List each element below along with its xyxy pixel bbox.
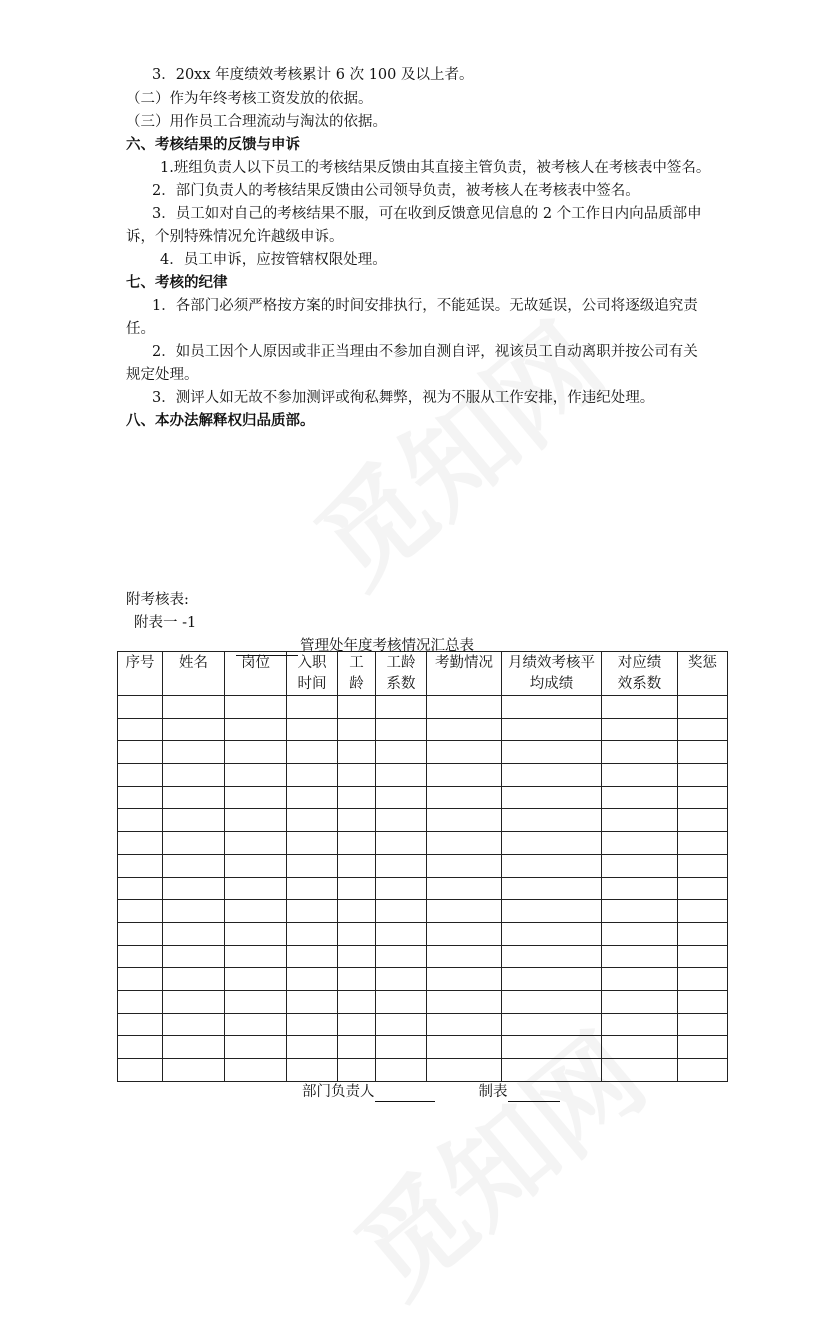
table-cell[interactable] <box>338 832 376 855</box>
column-header <box>338 652 376 696</box>
table-cell[interactable] <box>427 945 502 968</box>
table-cell[interactable] <box>602 696 678 719</box>
table-cell[interactable] <box>502 718 602 741</box>
column-header-text: 月绩效考核平 <box>508 655 595 671</box>
table-cell[interactable] <box>678 990 728 1013</box>
table-cell[interactable] <box>225 877 287 900</box>
table-cell[interactable] <box>678 741 728 764</box>
table-cell[interactable] <box>287 945 338 968</box>
table-cell[interactable] <box>427 718 502 741</box>
table-cell[interactable] <box>427 877 502 900</box>
table-cell[interactable] <box>338 1059 376 1082</box>
table-cell[interactable] <box>338 968 376 991</box>
column-header-text: 时间 <box>297 676 327 692</box>
table-cell[interactable] <box>118 922 163 945</box>
table-cell[interactable] <box>602 741 678 764</box>
table-cell[interactable] <box>163 900 225 923</box>
table-cell[interactable] <box>602 968 678 991</box>
table-row <box>118 832 728 855</box>
table-cell[interactable] <box>376 764 427 787</box>
table-cell[interactable] <box>118 877 163 900</box>
table-row <box>118 922 728 945</box>
table-cell[interactable] <box>376 854 427 877</box>
table-cell[interactable] <box>602 945 678 968</box>
dept-head-label: 部门负责人 <box>302 1084 375 1100</box>
table-cell[interactable] <box>225 968 287 991</box>
text-line: 2．部门负责人的考核结果反馈由公司领导负责，被考核人在考核表中签名。 <box>152 183 640 199</box>
column-header <box>678 652 728 696</box>
table-cell[interactable] <box>287 877 338 900</box>
table-cell[interactable] <box>427 1036 502 1059</box>
section-heading: 六、考核结果的反馈与申诉 <box>126 137 300 153</box>
table-cell[interactable] <box>118 900 163 923</box>
table-cell[interactable] <box>338 1013 376 1036</box>
table-cell[interactable] <box>427 741 502 764</box>
table-cell[interactable] <box>678 696 728 719</box>
text-line: 诉，个别特殊情况允许越级申诉。 <box>126 229 344 245</box>
table-cell[interactable] <box>376 945 427 968</box>
column-header-text: 序号 <box>125 655 155 671</box>
table-cell[interactable] <box>678 832 728 855</box>
table-cell[interactable] <box>376 809 427 832</box>
text-line: 规定处理。 <box>126 367 199 383</box>
table-cell[interactable] <box>163 854 225 877</box>
text-line: 2．如员工因个人原因或非正当理由不参加自测自评，视该员工自动离职并按公司有关 <box>152 344 698 360</box>
table-cell[interactable] <box>427 809 502 832</box>
table-cell[interactable] <box>225 696 287 719</box>
table-cell[interactable] <box>163 786 225 809</box>
table-row <box>118 968 728 991</box>
table-cell[interactable] <box>678 1059 728 1082</box>
text-line: （二）作为年终考核工资发放的依据。 <box>126 91 373 107</box>
table-cell[interactable] <box>118 741 163 764</box>
table-row <box>118 1013 728 1036</box>
table-cell[interactable] <box>602 1036 678 1059</box>
table-cell[interactable] <box>678 764 728 787</box>
appendix-sub-label: 附表一 -1 <box>134 615 197 631</box>
watermark <box>278 282 632 615</box>
table-cell[interactable] <box>118 696 163 719</box>
text-line: 1．各部门必须严格按方案的时间安排执行，不能延误。无故延误，公司将逐级追究责 <box>152 298 698 314</box>
table-cell[interactable] <box>376 832 427 855</box>
table-cell[interactable] <box>678 854 728 877</box>
table-cell[interactable] <box>427 1013 502 1036</box>
table-cell[interactable] <box>225 832 287 855</box>
table-cell[interactable] <box>225 922 287 945</box>
table-cell[interactable] <box>287 718 338 741</box>
table-cell[interactable] <box>338 1036 376 1059</box>
text-line: 4．员工申诉，应按管辖权限处理。 <box>160 252 387 268</box>
column-header <box>376 652 427 696</box>
column-header-text: 均成绩 <box>529 676 574 692</box>
table-cell[interactable] <box>678 968 728 991</box>
table-cell[interactable] <box>225 718 287 741</box>
table-cell[interactable] <box>163 1013 225 1036</box>
column-header <box>502 652 602 696</box>
table-cell[interactable] <box>376 696 427 719</box>
table-cell[interactable] <box>287 922 338 945</box>
table-row <box>118 718 728 741</box>
table-row <box>118 741 728 764</box>
table-cell[interactable] <box>163 1036 225 1059</box>
table-cell[interactable] <box>225 990 287 1013</box>
table-cell[interactable] <box>502 877 602 900</box>
table-row <box>118 877 728 900</box>
text-line: 1.班组负责人以下员工的考核结果反馈由其直接主管负责，被考核人在考核表中签名。 <box>160 160 711 176</box>
table-cell[interactable] <box>678 718 728 741</box>
table-cell[interactable] <box>678 1013 728 1036</box>
column-header-text: 入职 <box>297 655 327 671</box>
table-cell[interactable] <box>602 922 678 945</box>
table-cell[interactable] <box>502 1013 602 1036</box>
prepared-by-signature-line[interactable] <box>508 1087 560 1102</box>
table-cell[interactable] <box>502 990 602 1013</box>
table-cell[interactable] <box>287 741 338 764</box>
table-cell[interactable] <box>118 945 163 968</box>
table-cell[interactable] <box>163 718 225 741</box>
table-cell[interactable] <box>376 786 427 809</box>
table-cell[interactable] <box>287 1036 338 1059</box>
column-header <box>602 652 678 696</box>
table-cell[interactable] <box>678 1036 728 1059</box>
table-cell[interactable] <box>427 696 502 719</box>
table-cell[interactable] <box>678 786 728 809</box>
prepared-by-label: 制表 <box>478 1084 508 1100</box>
text-line: 3．测评人如无故不参加测评或徇私舞弊，视为不服从工作安排，作违纪处理。 <box>152 390 655 406</box>
table-cell[interactable] <box>602 900 678 923</box>
table-row <box>118 809 728 832</box>
table-cell[interactable] <box>376 1013 427 1036</box>
table-cell[interactable] <box>376 718 427 741</box>
table-cell[interactable] <box>338 741 376 764</box>
table-cell[interactable] <box>163 922 225 945</box>
table-cell[interactable] <box>118 1013 163 1036</box>
table-cell[interactable] <box>287 968 338 991</box>
column-header-text: 对应绩 <box>617 655 662 671</box>
table-cell[interactable] <box>118 832 163 855</box>
table-row <box>118 1036 728 1059</box>
column-header <box>118 652 163 696</box>
table-cell[interactable] <box>163 968 225 991</box>
table-cell[interactable] <box>602 854 678 877</box>
table-cell[interactable] <box>427 764 502 787</box>
table-cell[interactable] <box>338 718 376 741</box>
table-cell[interactable] <box>287 832 338 855</box>
appendix-label: 附考核表: <box>126 592 189 608</box>
table-cell[interactable] <box>502 922 602 945</box>
column-header <box>163 652 225 696</box>
table-cell[interactable] <box>338 764 376 787</box>
table-cell[interactable] <box>225 900 287 923</box>
column-header-text: 效系数 <box>617 676 662 692</box>
column-header-text: 工 <box>349 655 364 671</box>
table-cell[interactable] <box>118 1059 163 1082</box>
column-header-text: 龄 <box>349 676 364 692</box>
table-cell[interactable] <box>287 786 338 809</box>
table-cell[interactable] <box>502 832 602 855</box>
table-cell[interactable] <box>502 1059 602 1082</box>
table-row <box>118 696 728 719</box>
table-cell[interactable] <box>376 990 427 1013</box>
table-cell[interactable] <box>678 900 728 923</box>
table-cell[interactable] <box>376 922 427 945</box>
section-heading: 八、本办法解释权归品质部。 <box>126 413 315 429</box>
table-cell[interactable] <box>602 809 678 832</box>
table-cell[interactable] <box>287 764 338 787</box>
table-title-text: 管理处年度考核情况汇总表 <box>300 638 474 654</box>
table-cell[interactable] <box>163 809 225 832</box>
table-row <box>118 764 728 787</box>
table-cell[interactable] <box>287 1013 338 1036</box>
column-header-text: 考勤情况 <box>435 655 493 671</box>
table-cell[interactable] <box>602 1059 678 1082</box>
table-cell[interactable] <box>338 900 376 923</box>
dept-head-signature-line[interactable] <box>375 1087 435 1102</box>
table-cell[interactable] <box>376 741 427 764</box>
table-cell[interactable] <box>502 809 602 832</box>
table-cell[interactable] <box>502 854 602 877</box>
table-cell[interactable] <box>376 968 427 991</box>
table-row <box>118 945 728 968</box>
table-cell[interactable] <box>678 877 728 900</box>
table-cell[interactable] <box>118 990 163 1013</box>
table-cell[interactable] <box>502 741 602 764</box>
column-header-text: 岗位 <box>241 655 270 671</box>
table-cell[interactable] <box>118 968 163 991</box>
table-cell[interactable] <box>602 990 678 1013</box>
table-cell[interactable] <box>678 945 728 968</box>
column-header-text: 姓名 <box>179 655 208 671</box>
table-cell[interactable] <box>427 786 502 809</box>
column-header <box>427 652 502 696</box>
table-cell[interactable] <box>338 877 376 900</box>
table-cell[interactable] <box>602 718 678 741</box>
column-header <box>287 652 338 696</box>
table-cell[interactable] <box>338 945 376 968</box>
table-cell[interactable] <box>163 832 225 855</box>
table-cell[interactable] <box>163 1059 225 1082</box>
table-cell[interactable] <box>427 1059 502 1082</box>
text-line: 任。 <box>126 321 155 337</box>
table-cell[interactable] <box>225 854 287 877</box>
table-cell[interactable] <box>502 968 602 991</box>
table-row <box>118 990 728 1013</box>
assessment-summary-table <box>117 651 728 1082</box>
table-row <box>118 1059 728 1082</box>
table-body <box>118 696 728 1082</box>
table-cell[interactable] <box>502 696 602 719</box>
table-footer <box>302 1082 560 1102</box>
table-cell[interactable] <box>376 877 427 900</box>
table-cell[interactable] <box>338 809 376 832</box>
table-cell[interactable] <box>678 809 728 832</box>
table-cell[interactable] <box>118 809 163 832</box>
table-cell[interactable] <box>427 900 502 923</box>
table-cell[interactable] <box>287 696 338 719</box>
table-cell[interactable] <box>225 1036 287 1059</box>
table-cell[interactable] <box>287 900 338 923</box>
table-cell[interactable] <box>427 854 502 877</box>
table-cell[interactable] <box>338 696 376 719</box>
table-cell[interactable] <box>163 990 225 1013</box>
table-header-row <box>118 652 728 696</box>
table-cell[interactable] <box>502 900 602 923</box>
table-cell[interactable] <box>225 945 287 968</box>
table-cell[interactable] <box>678 922 728 945</box>
table-cell[interactable] <box>502 764 602 787</box>
table-cell[interactable] <box>338 854 376 877</box>
table-cell[interactable] <box>225 764 287 787</box>
table-cell[interactable] <box>225 1059 287 1082</box>
table-row <box>118 786 728 809</box>
table-cell[interactable] <box>163 945 225 968</box>
table-cell[interactable] <box>118 854 163 877</box>
table-cell[interactable] <box>287 809 338 832</box>
table-row <box>118 900 728 923</box>
table-cell[interactable] <box>502 1036 602 1059</box>
table-cell[interactable] <box>502 945 602 968</box>
table-cell[interactable] <box>225 741 287 764</box>
table-cell[interactable] <box>427 968 502 991</box>
text-line: 3．员工如对自己的考核结果不服，可在收到反馈意见信息的 2 个工作日内向品质部申 <box>152 206 702 222</box>
table-cell[interactable] <box>376 1059 427 1082</box>
table-cell[interactable] <box>338 786 376 809</box>
section-heading: 七、考核的纪律 <box>126 275 228 291</box>
table-cell[interactable] <box>287 854 338 877</box>
table-cell[interactable] <box>602 1013 678 1036</box>
table-cell[interactable] <box>163 696 225 719</box>
table-row <box>118 854 728 877</box>
table-cell[interactable] <box>338 990 376 1013</box>
table-cell[interactable] <box>502 786 602 809</box>
table-cell[interactable] <box>163 764 225 787</box>
table-cell[interactable] <box>338 922 376 945</box>
column-header-text: 工龄 <box>386 655 416 671</box>
table-cell[interactable] <box>602 764 678 787</box>
text-line: 3．20xx 年度绩效考核累计 6 次 100 及以上者。 <box>152 67 474 83</box>
table-cell[interactable] <box>225 809 287 832</box>
table-cell[interactable] <box>376 1036 427 1059</box>
table-cell[interactable] <box>118 764 163 787</box>
table-cell[interactable] <box>427 990 502 1013</box>
table-cell[interactable] <box>376 900 427 923</box>
table-cell[interactable] <box>427 832 502 855</box>
table-cell[interactable] <box>602 877 678 900</box>
table-cell[interactable] <box>118 1036 163 1059</box>
table-cell[interactable] <box>602 786 678 809</box>
table-cell[interactable] <box>118 786 163 809</box>
text-line: （三）用作员工合理流动与淘汰的依据。 <box>126 114 387 130</box>
column-header-text: 奖惩 <box>688 655 717 671</box>
table-cell[interactable] <box>225 786 287 809</box>
column-header <box>225 652 287 696</box>
table-cell[interactable] <box>602 832 678 855</box>
table-cell[interactable] <box>225 1013 287 1036</box>
column-header-text: 系数 <box>386 676 416 692</box>
table-cell[interactable] <box>427 922 502 945</box>
table-cell[interactable] <box>163 877 225 900</box>
table-cell[interactable] <box>163 741 225 764</box>
table-cell[interactable] <box>118 718 163 741</box>
table-cell[interactable] <box>287 1059 338 1082</box>
table-cell[interactable] <box>287 990 338 1013</box>
